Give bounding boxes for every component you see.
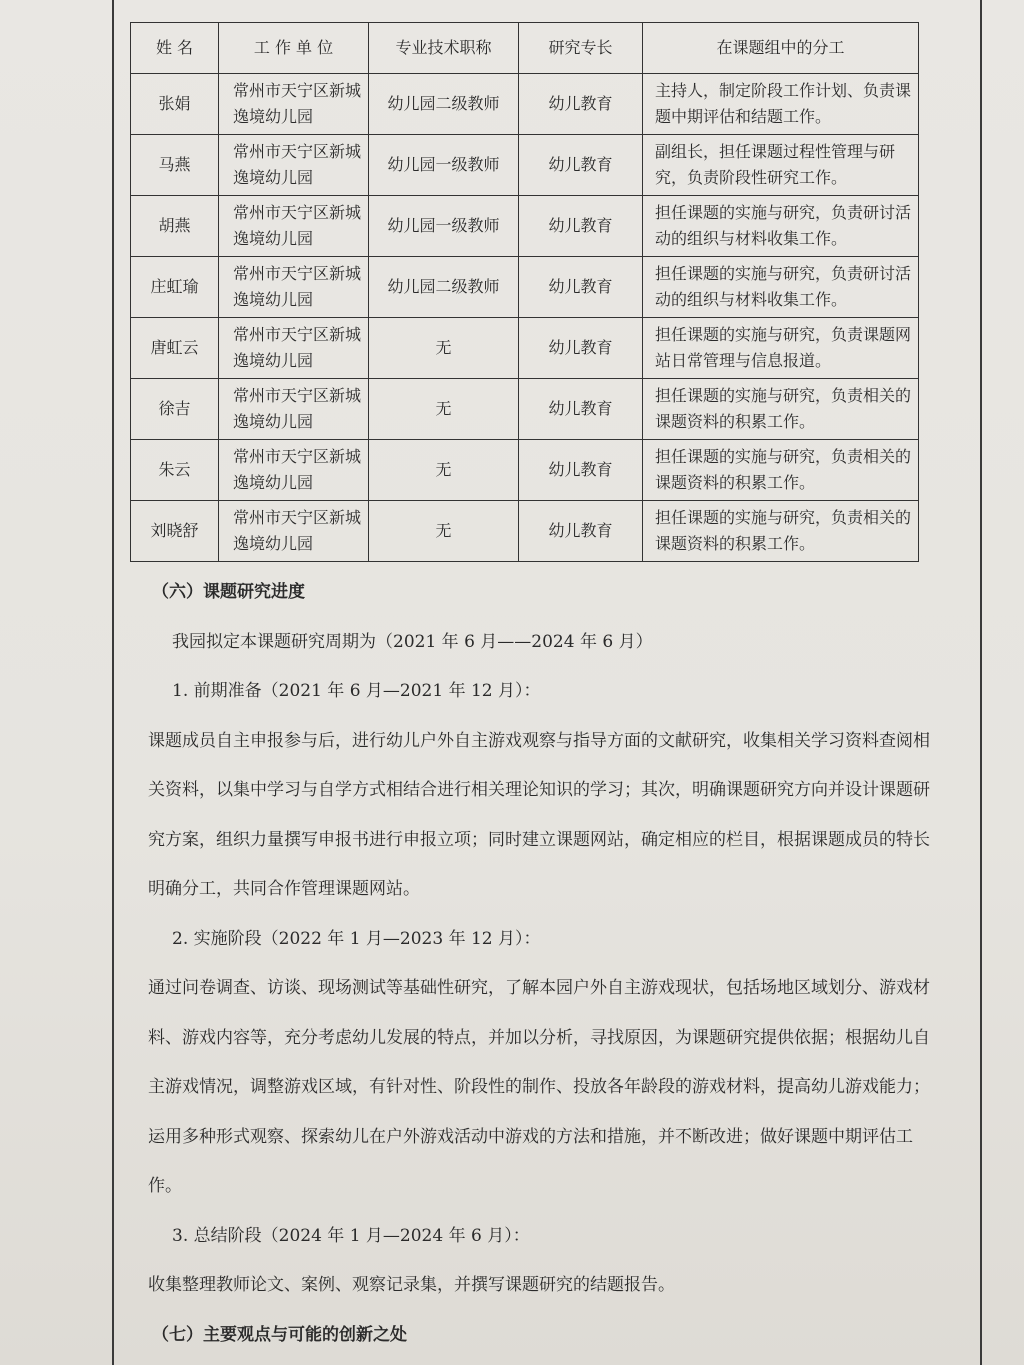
stage-2-text: 通过问卷调查、访谈、现场测试等基础性研究，了解本园户外自主游戏现状，包括场地区域划分、游戏材料、游戏内容等，充分考虑幼儿发展的特点，并加以分析，寻找原因，为课题研究提供依据；根据幼儿自主游戏情况，调整游戏区域，有针对性、阶段性的制作、投放各年龄段的游戏材料，提高幼儿游戏能力；运用多种形式观察、探索幼儿在户外游戏活动中游戏的方法和措施，并不断改进；做好课题中期评估工作。 <box>148 978 930 1196</box>
member-unit: 常州市天宁区新城逸境幼儿园 <box>219 501 369 562</box>
member-name: 朱云 <box>131 440 219 501</box>
research-members-table <box>130 22 919 562</box>
member-unit: 常州市天宁区新城逸境幼儿园 <box>219 440 369 501</box>
section-6-heading: （六）课题研究进度 <box>152 582 305 602</box>
table-row <box>131 318 919 379</box>
stage-1-text: 课题成员自主申报参与后，进行幼儿户外自主游戏观察与指导方面的文献研究，收集相关学习资料查阅相关资料，以集中学习与自学方式相结合进行相关理论知识的学习；其次，明确课题研究方向并设计课题研究方案，组织力量撰写申报书进行申报立项；同时建立课题网站，确定相应的栏目，根据课题成员的特长明确分工，共同合作管理课题网站。 <box>148 730 930 899</box>
member-name: 张娟 <box>131 74 219 135</box>
member-title: 无 <box>369 440 519 501</box>
stage-3-title: 3. 总结阶段（2024 年 1 月—2024 年 6 月）： <box>172 1225 530 1246</box>
member-name: 庄虹瑜 <box>131 257 219 318</box>
stage-1-title: 1. 前期准备（2021 年 6 月—2021 年 12 月）： <box>172 681 541 701</box>
header-specialty: 研究专长 <box>519 23 643 74</box>
member-specialty: 幼儿教育 <box>519 440 643 501</box>
member-specialty: 幼儿教育 <box>519 135 643 196</box>
progress-intro: 我园拟定本课题研究周期为（2021 年 6 月——2024 年 6 月） <box>172 631 653 652</box>
member-title: 无 <box>369 318 519 379</box>
table-header-row <box>131 23 919 74</box>
member-duty: 担任课题的实施与研究，负责相关的课题资料的积累工作。 <box>643 379 919 440</box>
stage-3-text: 收集整理教师论文、案例、观察记录集，并撰写课题研究的结题报告。 <box>148 1275 675 1295</box>
table-row <box>131 257 919 318</box>
member-specialty: 幼儿教育 <box>519 379 643 440</box>
research-progress-section <box>112 568 978 1360</box>
member-name: 马燕 <box>131 135 219 196</box>
member-unit: 常州市天宁区新城逸境幼儿园 <box>219 318 369 379</box>
member-specialty: 幼儿教育 <box>519 196 643 257</box>
member-unit: 常州市天宁区新城逸境幼儿园 <box>219 379 369 440</box>
member-duty: 担任课题的实施与研究，负责研讨活动的组织与材料收集工作。 <box>643 196 919 257</box>
member-duty: 副组长，担任课题过程性管理与研究，负责阶段性研究工作。 <box>643 135 919 196</box>
stage-2-title: 2. 实施阶段（2022 年 1 月—2023 年 12 月）： <box>172 928 541 949</box>
member-unit: 常州市天宁区新城逸境幼儿园 <box>219 74 369 135</box>
member-title: 无 <box>369 501 519 562</box>
member-specialty: 幼儿教育 <box>519 318 643 379</box>
member-duty: 主持人，制定阶段工作计划、负责课题中期评估和结题工作。 <box>643 74 919 135</box>
member-title: 幼儿园二级教师 <box>369 257 519 318</box>
member-name: 唐虹云 <box>131 318 219 379</box>
table-row <box>131 440 919 501</box>
header-duty: 在课题组中的分工 <box>643 23 919 74</box>
table-row <box>131 135 919 196</box>
member-name: 徐吉 <box>131 379 219 440</box>
member-unit: 常州市天宁区新城逸境幼儿园 <box>219 257 369 318</box>
table-row <box>131 74 919 135</box>
member-specialty: 幼儿教育 <box>519 74 643 135</box>
table-row <box>131 501 919 562</box>
member-name: 胡燕 <box>131 196 219 257</box>
member-unit: 常州市天宁区新城逸境幼儿园 <box>219 196 369 257</box>
section-7-heading: （七）主要观点与可能的创新之处 <box>152 1324 407 1345</box>
member-name: 刘晓舒 <box>131 501 219 562</box>
member-title: 幼儿园二级教师 <box>369 74 519 135</box>
member-title: 无 <box>369 379 519 440</box>
member-unit: 常州市天宁区新城逸境幼儿园 <box>219 135 369 196</box>
header-name: 姓 名 <box>131 23 219 74</box>
table-row <box>131 379 919 440</box>
member-specialty: 幼儿教育 <box>519 257 643 318</box>
member-duty: 担任课题的实施与研究，负责研讨活动的组织与材料收集工作。 <box>643 257 919 318</box>
member-duty: 担任课题的实施与研究，负责课题网站日常管理与信息报道。 <box>643 318 919 379</box>
member-title: 幼儿园一级教师 <box>369 196 519 257</box>
member-duty: 担任课题的实施与研究，负责相关的课题资料的积累工作。 <box>643 501 919 562</box>
member-duty: 担任课题的实施与研究，负责相关的课题资料的积累工作。 <box>643 440 919 501</box>
table-row <box>131 196 919 257</box>
header-title: 专业技术职称 <box>369 23 519 74</box>
member-title: 幼儿园一级教师 <box>369 135 519 196</box>
header-unit: 工 作 单 位 <box>219 23 369 74</box>
member-specialty: 幼儿教育 <box>519 501 643 562</box>
